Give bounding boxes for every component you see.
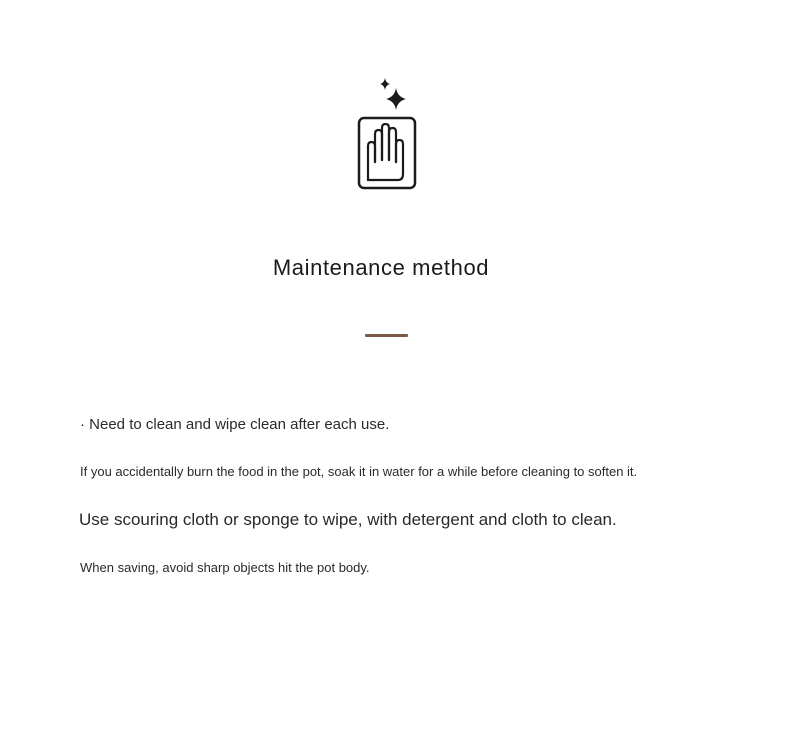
title-divider	[365, 334, 408, 337]
cleaning-glove-sparkle-icon	[350, 76, 422, 194]
maintenance-line-2: If you accidentally burn the food in the pot, soak it in water for a while before cleaning to soften it.	[80, 464, 638, 479]
page-title: Maintenance method	[272, 255, 490, 280]
maintenance-line-3: Use scouring cloth or sponge to wipe, with detergent and cloth to clean.	[79, 510, 617, 529]
maintenance-line-1: · Need to clean and wipe clean after each use.	[80, 416, 390, 433]
maintenance-line-4: When saving, avoid sharp objects hit the pot body.	[80, 560, 370, 575]
large-sparkle-icon	[386, 88, 406, 110]
small-sparkle-icon	[380, 78, 390, 90]
